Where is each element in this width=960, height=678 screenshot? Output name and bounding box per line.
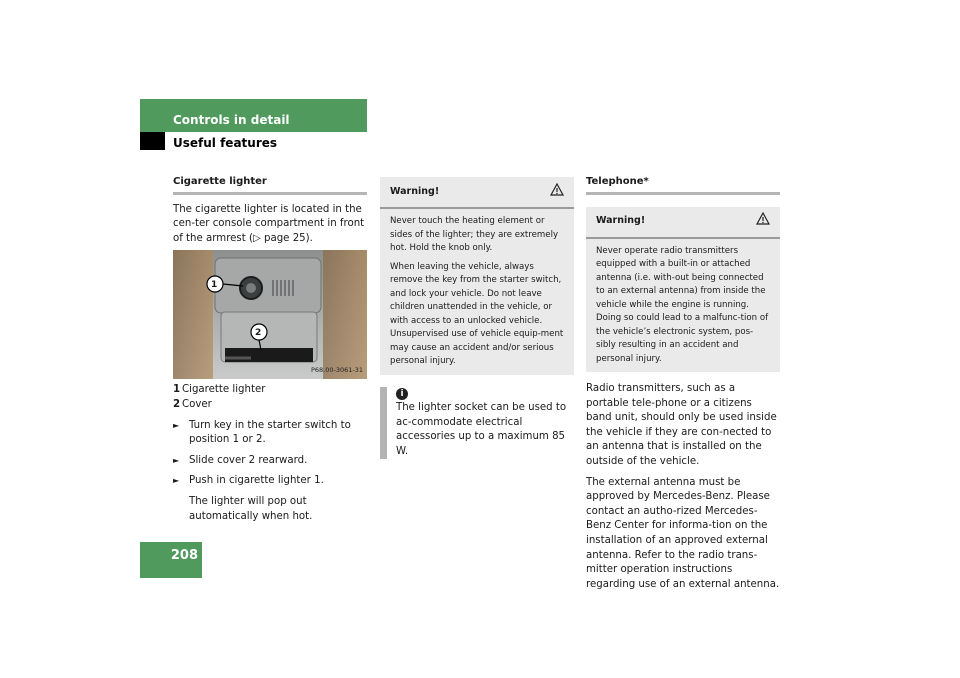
callout-2: 2 — [255, 328, 262, 339]
legend-item: 2 Cover — [173, 398, 212, 410]
photo-code: P68.00-3061-31 — [310, 365, 363, 374]
info-bar — [380, 387, 387, 460]
step-arrow-icon: ► — [173, 420, 180, 430]
warning-box — [380, 177, 574, 375]
info-note — [380, 387, 574, 460]
left-column — [173, 175, 367, 524]
body-paragraph: Radio transmitters, such as a portable tele-phone or a citizens band unit, should only be used inside the vehicle if they are con-nected to an antenna that is installed on the outside of the vehicle. — [586, 383, 777, 468]
callout-1: 1 — [211, 280, 218, 291]
step-arrow-icon: ► — [173, 476, 180, 486]
followup-text: The lighter will pop out automatically when hot. — [189, 495, 313, 522]
section-title: Controls in detail — [173, 113, 290, 127]
right-column — [586, 175, 780, 592]
warning-title: Warning! — [596, 215, 646, 227]
cigarette-lighter-heading: Cigarette lighter — [173, 175, 367, 195]
section-subtitle: Useful features — [173, 136, 278, 150]
step-item: ► Turn key in the starter switch to position 1 or 2. — [173, 419, 367, 448]
step-item: ► Push in cigarette lighter 1. — [173, 474, 367, 489]
step-arrow-icon: ► — [173, 455, 180, 465]
warning-triangle-icon — [756, 212, 770, 231]
middle-column — [380, 177, 574, 459]
legend-item: 1 Cigarette lighter — [173, 384, 266, 396]
telephone-heading: Telephone* — [586, 175, 780, 195]
warning-triangle-icon — [550, 183, 564, 202]
warning-paragraph: Never touch the heating element or sides of the lighter; they are extremely hot. Hold the knob only. — [390, 216, 559, 253]
info-text: The lighter socket can be used to ac-commodate electrical accessories up to a maximum 85 W. — [396, 402, 567, 457]
lighter-photo — [173, 250, 367, 379]
warning-title: Warning! — [390, 185, 440, 197]
warning-paragraph: When leaving the vehicle, always remove the key from the starter switch, and lock your vehicle. Do not leave children unattended in the vehicle, or with access to an unlocked vehicle. Unsupervised use of vehicle equip-ment may cause an accident and/or serious personal injury. — [390, 261, 564, 366]
page-number: 208 — [140, 542, 202, 578]
warning-box — [586, 207, 780, 373]
photo-legend — [173, 383, 367, 412]
section-marker — [140, 132, 165, 150]
body-paragraph: The external antenna must be approved by Mercedes-Benz. Please contact an autho-rized Mercedes-Benz Center for informa-tion on the installation of an approved external antenna. Refer to the radio trans-mitter operation instructions regarding use of an external antenna. — [586, 476, 780, 590]
warning-paragraph: Never operate radio transmitters equipped with a built-in or attached antenna (i.e. with-out being connected to an external antenna) from inside the vehicle while the engine is running. Doing so could lead to a malfunc-tion of the vehicle’s electronic system, pos-sibly resulting in an accident and personal injury. — [596, 245, 769, 364]
info-icon: i — [396, 388, 408, 400]
step-item: ► Slide cover 2 rearward. — [173, 454, 367, 469]
intro-text: The cigarette lighter is located in the cen-ter console compartment in front of the armrest (▷ page 25). — [173, 203, 365, 244]
